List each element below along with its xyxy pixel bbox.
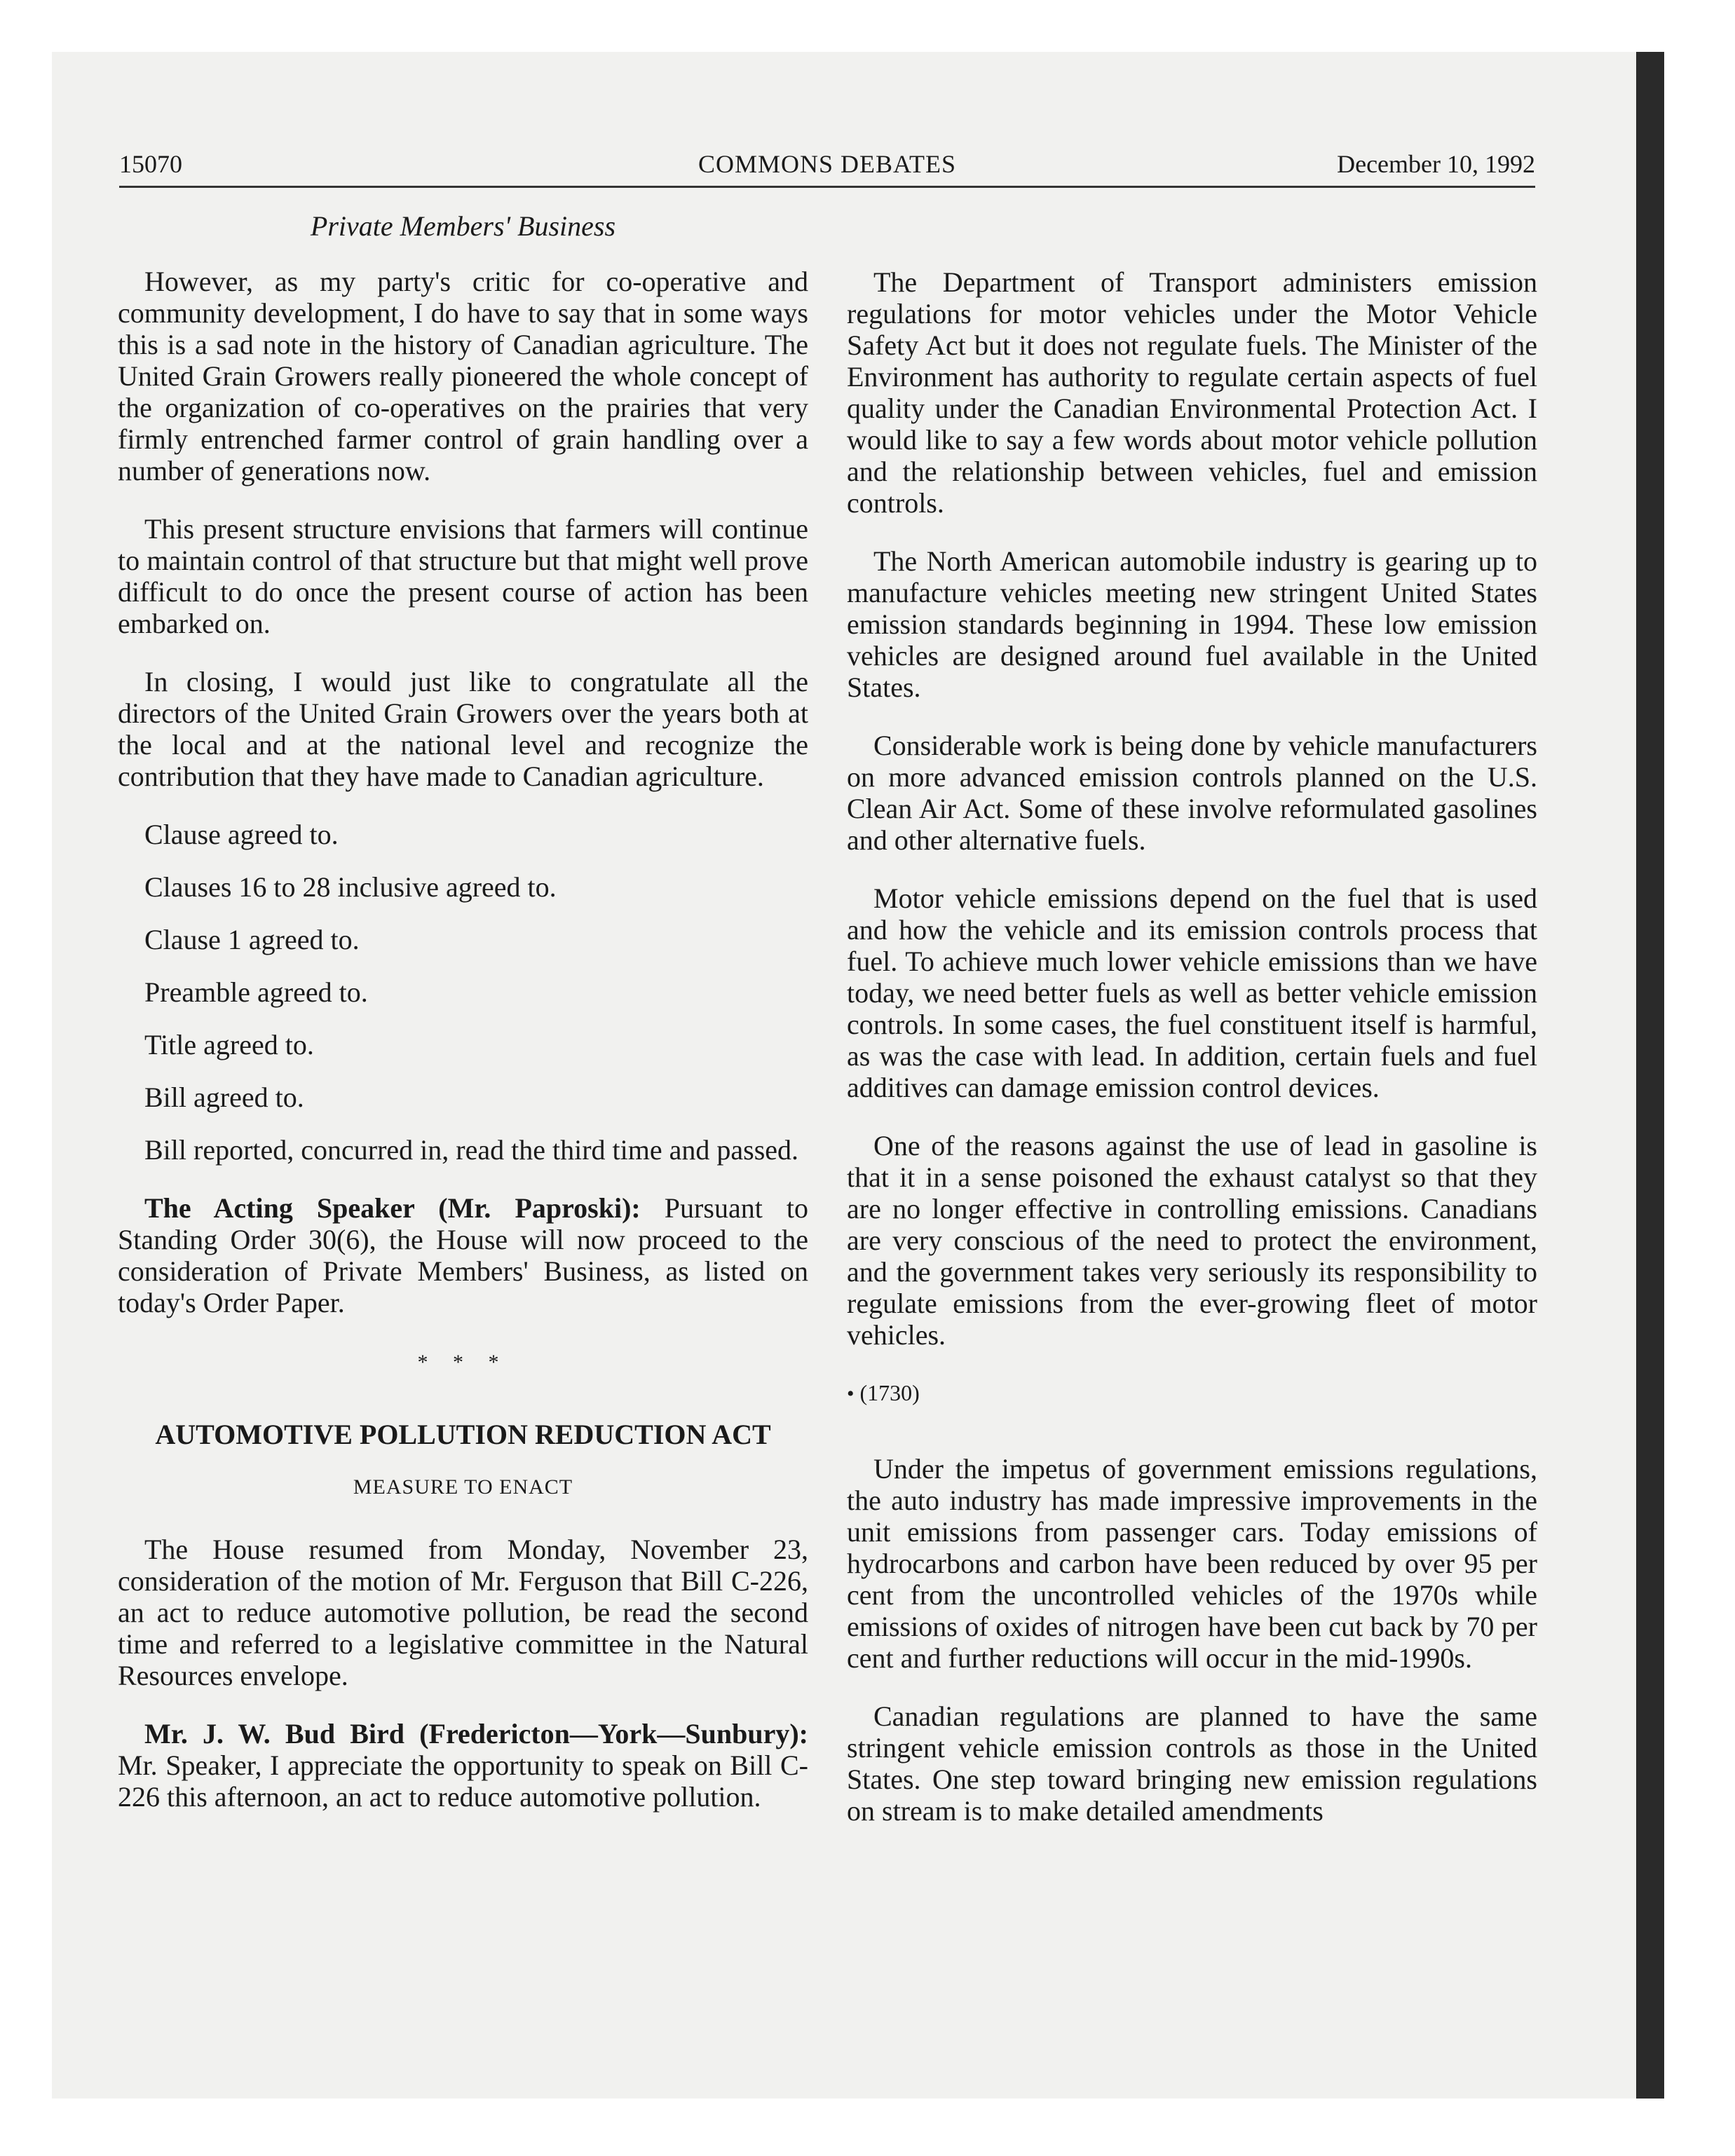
paragraph: Under the impetus of government emissions regulations, the auto industry has made impressive improvements in the unit emissions from passenger cars. Today emissions of hydrocarbons and carbon have been reduced by over 95 per cent from the uncontrolled vehicles of the 1970s while emissions of oxides of nitrogen have been cut back by 70 per cent and further reductions will occur in the mid-1990s. bbox=[847, 1453, 1537, 1674]
procedural-line: Clause 1 agreed to. bbox=[144, 924, 360, 955]
procedural-line: Title agreed to. bbox=[144, 1029, 314, 1060]
speaker-name: The Acting Speaker (Mr. Paproski): bbox=[144, 1192, 641, 1224]
page-header bbox=[119, 144, 1535, 188]
time-marker bbox=[847, 1377, 1537, 1410]
speech-text: Pursuant to Standing Order 30(6), the House will now proceed to the consideration of Private Members' Business, as listed on today's Order Paper. bbox=[118, 1192, 808, 1318]
resumed-paragraph: The House resumed from Monday, November 23, consideration of the motion of Mr. Ferguson that Bill C-226, an act to reduce automotive pollution, be read the second time and referred to a legislative committee in the Natural Resources envelope. bbox=[118, 1534, 808, 1691]
procedural-line: Bill agreed to. bbox=[144, 1082, 304, 1113]
paragraph: However, as my party's critic for co-operative and community development, I do have to say that in some ways this is a sad note in the history of Canadian agriculture. The United Grain Growers really pioneered the whole concept of the organization of co-operatives on the prairies that very firmly entrenched farmer control of grain handling over a number of generations now. bbox=[118, 266, 808, 486]
speaker-name: Mr. J. W. Bud Bird (Fredericton—York—Sunbury): bbox=[144, 1718, 808, 1749]
procedural-line: Preamble agreed to. bbox=[144, 976, 368, 1008]
paragraph: Canadian regulations are planned to have the same stringent vehicle emission controls as those in the United States. One step toward bringing new emission regulations on stream is to make detailed amendments bbox=[847, 1700, 1537, 1827]
bird-paragraph bbox=[118, 1718, 808, 1813]
paragraph: This present structure envisions that farmers will continue to maintain control of that structure but that might well prove difficult to do once the present course of action has been embarked on. bbox=[118, 513, 808, 639]
act-title: AUTOMOTIVE POLLUTION REDUCTION ACT bbox=[155, 1419, 771, 1450]
procedural-line: Clause agreed to. bbox=[144, 819, 339, 850]
paragraph: The Department of Transport administers emission regulations for motor vehicles under the Motor Vehicle Safety Act but it does not regulate fuels. The Minister of the Environment has authority to regulate certain aspects of fuel quality under the Canadian Environmental Protection Act. I would like to say a few words about motor vehicle pollution and the relationship between vehicles, fuel and emission controls. bbox=[847, 266, 1537, 519]
paragraph: One of the reasons against the use of lead in gasoline is that it in a sense poisoned the exhaust catalyst so that they are no longer effective in controlling emissions. Canadians are very conscious of the need to protect the environment, and the government takes very seriously its responsibility to regulate emissions from the ever-growing fleet of motor vehicles. bbox=[847, 1130, 1537, 1351]
section-label: Private Members' Business bbox=[310, 210, 616, 242]
paragraph: In closing, I would just like to congratulate all the directors of the United Grain Growers over the years both at the local and at the national level and recognize the contribution that they have made to Canadian agriculture. bbox=[118, 666, 808, 792]
scan-edge-shadow bbox=[1636, 52, 1664, 2099]
publication-date: December 10, 1992 bbox=[1337, 150, 1535, 178]
left-column bbox=[118, 210, 808, 1839]
section-separator: * * * bbox=[417, 1351, 509, 1374]
right-column bbox=[847, 266, 1537, 1853]
bullet-icon: • bbox=[847, 1382, 855, 1405]
paragraph: Considerable work is being done by vehicle manufacturers on more advanced emission controls planned on the U.S. Clean Air Act. Some of these involve reformulated gasolines and other alternative fuels. bbox=[847, 730, 1537, 856]
speech-text: Mr. Speaker, I appreciate the opportunity to speak on Bill C-226 this afternoon, an act to reduce automotive pollution. bbox=[118, 1749, 808, 1813]
procedural-line: Clauses 16 to 28 inclusive agreed to. bbox=[144, 871, 557, 903]
publication-title: COMMONS DEBATES bbox=[698, 150, 957, 178]
time-marker-text: (1730) bbox=[859, 1380, 920, 1405]
paragraph: The North American automobile industry is gearing up to manufacture vehicles meeting new stringent United States emission standards beginning in 1994. These low emission vehicles are designed around fuel available in the United States. bbox=[847, 545, 1537, 703]
act-subtitle: MEASURE TO ENACT bbox=[353, 1475, 573, 1499]
page-number: 15070 bbox=[119, 150, 182, 178]
bill-reported: Bill reported, concurred in, read the third time and passed. bbox=[144, 1134, 799, 1166]
acting-speaker-paragraph bbox=[118, 1192, 808, 1318]
paragraph: Motor vehicle emissions depend on the fuel that is used and how the vehicle and its emission controls process that fuel. To achieve much lower vehicle emissions than we have today, we need better fuels as well as better vehicle emission controls. In some cases, the fuel constituent itself is harmful, as was the case with lead. In addition, certain fuels and fuel additives can damage emission control devices. bbox=[847, 882, 1537, 1103]
